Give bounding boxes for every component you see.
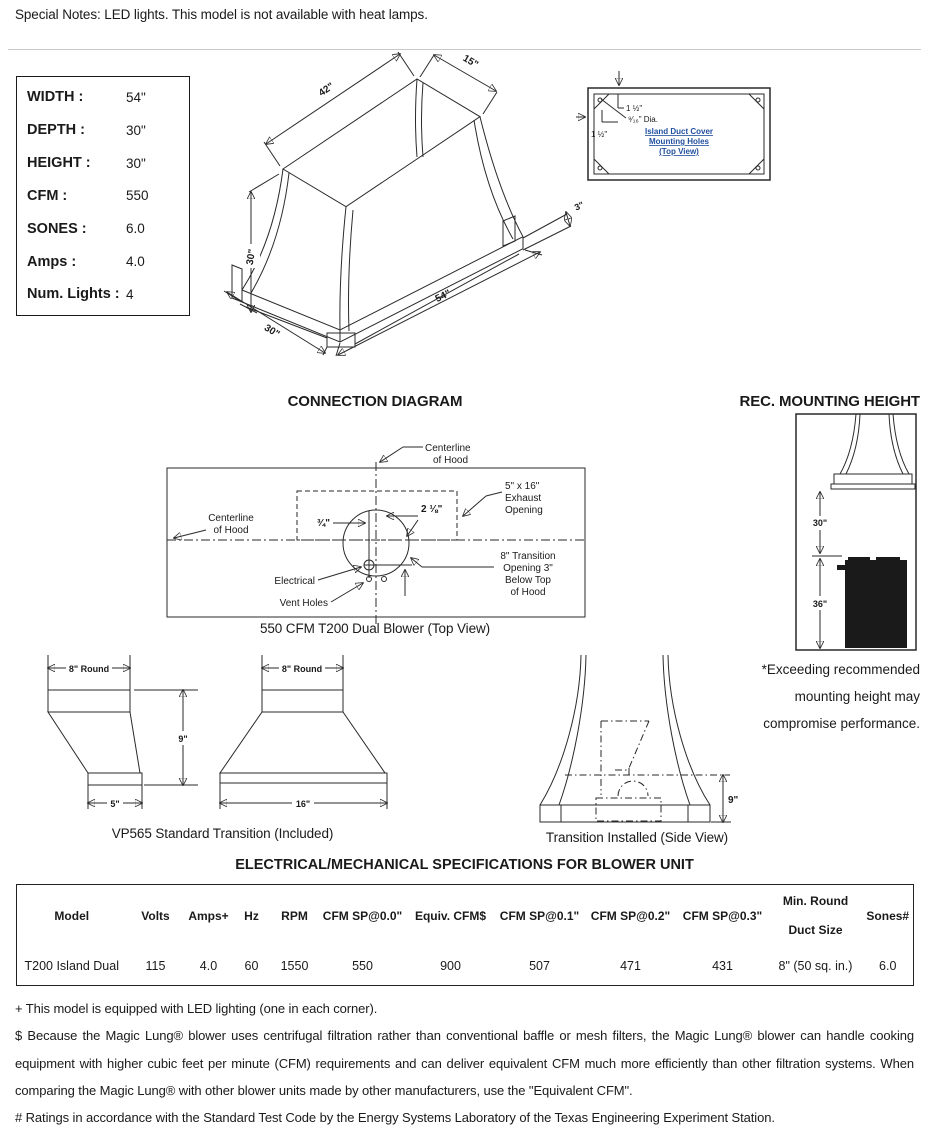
- mounting-height-drawing: [790, 412, 925, 657]
- cell-cfm-sp01: 507: [529, 959, 550, 973]
- spec-value: 30": [126, 155, 146, 171]
- header-hz: Hz: [244, 909, 259, 923]
- dim-depth: 30": [262, 322, 282, 341]
- header-cfm-sp03: CFM SP@0.3": [682, 909, 763, 923]
- table-header-row: [17, 885, 914, 948]
- header-cfm-sp01: CFM SP@0.1": [499, 909, 580, 923]
- connection-diagram: [160, 428, 630, 628]
- hidden-transition-outline: [565, 721, 730, 821]
- dim-hood-height: 30": [812, 518, 828, 528]
- hood-wireframe: [232, 79, 523, 347]
- cell-model: T200 Island Dual: [24, 959, 119, 973]
- connection-caption: 550 CFM T200 Dual Blower (Top View): [259, 621, 491, 636]
- dim-band: 3": [572, 199, 586, 213]
- header-model: Model: [54, 909, 90, 923]
- spec-value: 54": [126, 89, 146, 105]
- cell-equiv-cfm: 900: [440, 959, 461, 973]
- spec-label: CFM :: [27, 187, 68, 204]
- centerline-left-label-2: of Hood: [213, 525, 249, 536]
- cell-rpm: 1550: [280, 959, 309, 973]
- electrical-label: Electrical: [274, 576, 315, 587]
- front-foot: [327, 333, 355, 347]
- header-cfm-sp02: CFM SP@0.2": [590, 909, 671, 923]
- spec-label: Num. Lights :: [27, 286, 120, 303]
- spec-row-amps: [27, 254, 189, 270]
- mounting-hole: [598, 166, 602, 170]
- spec-value: 4: [126, 286, 134, 302]
- spec-value: 550: [126, 188, 149, 204]
- footnote-ratings: # Ratings in accordance with the Standard Test Code by the Energy Systems Laboratory of the Texas Engineering Experiment Station.: [15, 1110, 775, 1126]
- range-silhouette: [837, 557, 907, 648]
- spec-row-lights: [27, 286, 189, 302]
- mounting-note-line1: *Exceeding recommended: [761, 662, 920, 677]
- dim-side-9in: 9": [728, 795, 739, 806]
- cell-volts: 115: [145, 959, 166, 973]
- transition-label-2: Opening 3": [503, 563, 553, 574]
- mounting-hole: [756, 98, 760, 102]
- header-volts: Volts: [141, 909, 170, 923]
- side-view-caption: Transition Installed (Side View): [545, 830, 729, 845]
- dim-height: 30": [244, 248, 259, 266]
- header-amps: Amps+: [188, 909, 229, 923]
- duct-cover-link[interactable]: [645, 127, 713, 156]
- footnote-magic-lung: $ Because the Magic Lung® blower uses centrifugal filtration rather than conventional baffle or mesh filters, the Magic Lung® blower can handle cooking equipment with higher cubic feet per minute (CFM) requirements and can deliver equivalent CFM much more efficiently than other filtration systems. When comparing the Magic Lung® with other blower units made by other manufacturers, use the "Equivalent CFM".: [15, 1028, 914, 1098]
- footnotes: [15, 995, 914, 1131]
- duct-cover-title-line1[interactable]: Island Duct Cover: [644, 127, 714, 136]
- vent-holes-label: Vent Holes: [279, 598, 328, 609]
- header-cfm-sp00: CFM SP@0.0": [322, 909, 403, 923]
- island-duct-cover-drawing: [575, 66, 785, 188]
- dim-5in: 5": [110, 799, 120, 809]
- vp565-caption: VP565 Standard Transition (Included): [111, 826, 334, 841]
- mounting-note-line3: compromise performance.: [763, 716, 920, 731]
- transition-label-4: of Hood: [510, 587, 546, 598]
- transition-installed-drawing: [533, 648, 743, 826]
- connection-diagram-title: CONNECTION DIAGRAM: [287, 393, 463, 410]
- spec-label: DEPTH :: [27, 122, 85, 139]
- iso-dimension-lines: [224, 52, 586, 356]
- cell-amps: 4.0: [199, 959, 218, 973]
- exhaust-label-2: Exhaust: [505, 493, 542, 504]
- cell-sones: 6.0: [879, 959, 897, 973]
- mounting-note-line2: mounting height may: [794, 689, 920, 704]
- centerline-top-label-2: of Hood: [433, 455, 469, 466]
- duct-cover-title-line2[interactable]: Mounting Holes: [649, 137, 709, 146]
- spec-row-depth: [27, 122, 189, 138]
- footnote-led: + This model is equipped with LED lighting (one in each corner).: [15, 1001, 378, 1016]
- spec-label: HEIGHT :: [27, 155, 91, 172]
- exhaust-label-3: Opening: [505, 505, 543, 516]
- cell-duct-size: 8" (50 sq. in.): [778, 959, 853, 973]
- side-view-dimension: [711, 775, 739, 822]
- dim-9in: 9": [178, 734, 188, 744]
- special-notes: Special Notes: LED lights. This model is not available with heat lamps.: [15, 7, 428, 22]
- spec-value: 30": [126, 122, 146, 138]
- centerline-top-label-1: Centerline: [425, 443, 471, 454]
- dim-range-height: 36": [812, 599, 828, 609]
- mounting-height-title: REC. MOUNTING HEIGHT: [739, 393, 920, 410]
- dim-corner-a: 1 ½": [626, 104, 643, 113]
- hood-isometric-drawing: [215, 50, 590, 365]
- hood-profile: [831, 414, 915, 489]
- dim-corner-b: 1 ½": [591, 130, 608, 139]
- dim-8-round-right: 8" Round: [281, 664, 323, 674]
- spec-value: 4.0: [126, 254, 145, 270]
- dim-16in: 16": [295, 799, 311, 809]
- blower-table-title: ELECTRICAL/MECHANICAL SPECIFICATIONS FOR BLOWER UNIT: [235, 857, 694, 873]
- transition-view-16in: [220, 655, 387, 809]
- transition-view-5in: [48, 655, 198, 809]
- exhaust-opening-outline: [297, 491, 457, 540]
- header-equiv-cfm: Equiv. CFM$: [414, 909, 487, 923]
- blower-spec-table: [16, 884, 914, 986]
- spec-row-cfm: [27, 188, 189, 204]
- header-rpm: RPM: [281, 909, 308, 923]
- dim-offset-label: ¾": [316, 518, 330, 529]
- duct-cover-outline: [576, 71, 770, 180]
- mounting-note: [716, 656, 920, 737]
- cell-cfm-sp03: 431: [712, 959, 733, 973]
- spec-label: WIDTH :: [27, 89, 84, 106]
- dim-hole-dia: ⁹⁄₁₆" Dia.: [628, 115, 658, 124]
- vp565-transition-drawing: [30, 648, 415, 820]
- spec-row-height: [27, 155, 189, 171]
- dim-8-round-left: 8" Round: [68, 664, 110, 674]
- spec-row-width: [27, 89, 189, 105]
- cell-cfm-sp02: 471: [620, 959, 641, 973]
- table-data-row: [17, 947, 914, 986]
- cell-cfm-sp00: 550: [352, 959, 373, 973]
- cell-hz: 60: [244, 959, 259, 973]
- header-sones: Sones#: [866, 909, 910, 923]
- spec-summary-box: [16, 76, 190, 316]
- dim-top-length: 42": [316, 80, 337, 99]
- centerline-left-label-1: Centerline: [208, 513, 254, 524]
- transition-label-3: Below Top: [505, 575, 551, 586]
- transition-label-1: 8" Transition: [500, 551, 556, 562]
- spec-value: 6.0: [126, 221, 145, 237]
- spec-label: SONES :: [27, 220, 87, 237]
- dim-length: 54": [433, 287, 453, 305]
- hood-side-profile: [540, 655, 710, 822]
- vent-hole: [382, 577, 387, 582]
- header-duct-size-line1: Min. Round: [782, 894, 849, 908]
- duct-cover-title-line3[interactable]: (Top View): [659, 147, 699, 156]
- header-duct-size: [769, 885, 863, 948]
- spec-label: Amps :: [27, 253, 77, 270]
- mounting-hole: [756, 166, 760, 170]
- dim-top-depth: 15": [460, 53, 480, 71]
- exhaust-label-1: 5" x 16": [505, 481, 540, 492]
- mounting-hole: [598, 98, 602, 102]
- spec-row-sones: [27, 221, 189, 237]
- header-duct-size-line2: Duct Size: [788, 923, 843, 937]
- dim-width-label: 2 ⅛": [421, 504, 443, 515]
